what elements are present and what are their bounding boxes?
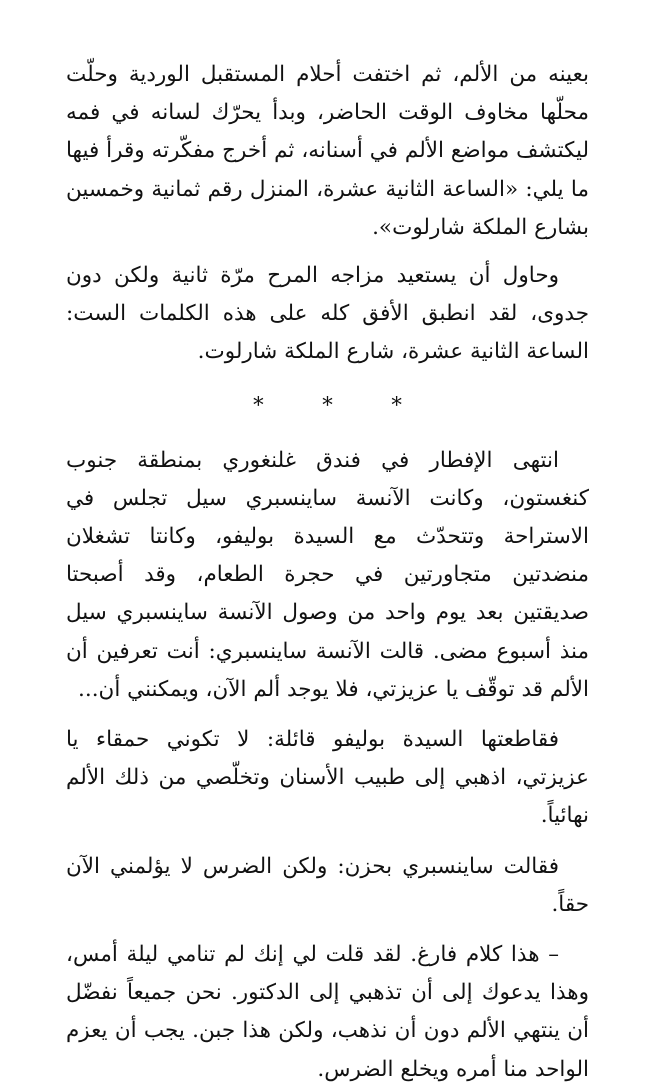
paragraph-1: بعينه من الألم، ثم اختفت أحلام المستقبل الوردية وحلّت محلّها مخاوف الوقت الحاضر، وبدأ يحرّك لسانه في فمه ليكتشف مواضع الألم في أسنانه، ثم أخرج مفكّرته وقرأ فيها ما يلي: «الساعة الثانية عشرة، المنزل رقم ثمانية وخمسين بشارع الملكة شارلوت». (66, 62, 589, 240)
paragraph-3: انتهى الإفطار في فندق غلنغوري بمنطقة جنوب كنغستون، وكانت الآنسة ساينسبري سيل تجلس في الاستراحة وتتحدّث مع السيدة بوليفو، وكانتا تشغلان منضدتين متجاورتين في حجرة الطعام، وقد أصبحتا صديقتين بعد يوم واحد من وصول الآنسة ساينسبري سيل منذ أسبوع مضى. قالت الآنسة ساينسبري: أنت تعرفين أن الألم قد توقّف يا عزيزتي، فلا يوجد ألم الآن، ويمكنني أن... (66, 447, 589, 702)
section-divider: * * * (253, 392, 428, 417)
paragraph-5: فقالت ساينسبري بحزن: ولكن الضرس لا يؤلمني الآن حقاً. (66, 853, 589, 917)
paragraph-2: وحاول أن يستعيد مزاجه المرح مرّة ثانية ولكن دون جدوى، لقد انطبق الأفق كله على هذه الكلمات الست: الساعة الثانية عشرة، شارع الملكة شارلوت. (66, 263, 589, 365)
paragraph-6: – هذا كلام فارغ. لقد قلت لي إنك لم تنامي ليلة أمس، وهذا يدعوك إلى أن تذهبي إلى الدكتور. نحن جميعاً نفضّل أن ينتهي الألم دون أن نذهب، ولكن هذا جبن. يجب أن يعزم الواحد منا أمره ويخلع الضرس. (66, 942, 589, 1082)
paragraph-4: فقاطعتها السيدة بوليفو قائلة: لا تكوني حمقاء يا عزيزتي، اذهبي إلى طبيب الأسنان وتخلّصي من ذلك الألم نهائياً. (66, 727, 589, 829)
